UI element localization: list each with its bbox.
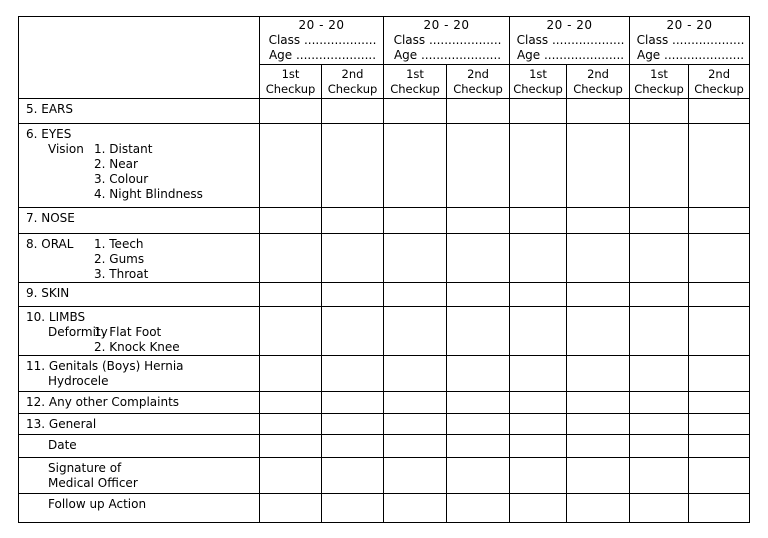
oral-item: 2. Gums: [94, 252, 145, 266]
row-label-general: 13. General: [19, 414, 260, 435]
entry-cell[interactable]: [567, 208, 630, 234]
oral-item: 1. Teech: [94, 237, 144, 251]
row-limbs: [19, 307, 750, 356]
age-field[interactable]: Age .....................: [268, 48, 377, 62]
entry-cell[interactable]: [510, 392, 567, 414]
checkup-2-header: 2nd Checkup: [322, 65, 384, 99]
entry-cell[interactable]: [510, 494, 567, 523]
entry-cell[interactable]: [689, 458, 750, 494]
entry-cell[interactable]: [510, 307, 567, 356]
row-label-signature: Signature of Medical Officer: [19, 458, 260, 494]
entry-cell[interactable]: [260, 283, 322, 307]
entry-cell[interactable]: [630, 99, 689, 124]
year-block-4: [630, 17, 750, 65]
entry-cell[interactable]: [689, 494, 750, 523]
entry-cell[interactable]: [322, 414, 384, 435]
entry-cell[interactable]: [689, 435, 750, 458]
checkup-1-header: 1st Checkup: [384, 65, 447, 99]
entry-cell[interactable]: [260, 99, 322, 124]
entry-cell[interactable]: [510, 99, 567, 124]
entry-cell[interactable]: [447, 99, 510, 124]
entry-cell[interactable]: [384, 208, 447, 234]
entry-cell[interactable]: [260, 208, 322, 234]
class-field[interactable]: Class ...................: [393, 33, 502, 47]
entry-cell[interactable]: [567, 356, 630, 392]
row-date: [19, 435, 750, 458]
row-label-followup: Follow up Action: [19, 494, 260, 523]
row-oral: [19, 234, 750, 283]
entry-cell[interactable]: [447, 234, 510, 283]
entry-cell[interactable]: [630, 414, 689, 435]
year-block-3: [510, 17, 630, 65]
entry-cell[interactable]: [384, 356, 447, 392]
entry-cell[interactable]: [322, 494, 384, 523]
entry-cell[interactable]: [322, 208, 384, 234]
entry-cell[interactable]: [689, 392, 750, 414]
entry-cell[interactable]: [689, 99, 750, 124]
row-general: [19, 414, 750, 435]
entry-cell[interactable]: [447, 307, 510, 356]
class-field[interactable]: Class ...................: [268, 33, 377, 47]
entry-cell[interactable]: [630, 307, 689, 356]
checkup-2-header: 2nd Checkup: [447, 65, 510, 99]
checkup-2-header: 2nd Checkup: [689, 65, 750, 99]
entry-cell[interactable]: [447, 458, 510, 494]
entry-cell[interactable]: [630, 208, 689, 234]
year-block-1: [260, 17, 384, 65]
entry-cell[interactable]: [447, 392, 510, 414]
entry-cell[interactable]: [322, 234, 384, 283]
row-complaints: [19, 392, 750, 414]
row-label-genitals: 11. Genitals (Boys) Hernia Hydrocele: [19, 356, 260, 392]
limbs-item: 2. Knock Knee: [94, 340, 180, 354]
entry-cell[interactable]: [510, 458, 567, 494]
year-label: 20 - 20: [423, 18, 470, 32]
entry-cell[interactable]: [447, 208, 510, 234]
entry-cell[interactable]: [447, 356, 510, 392]
eyes-item: 1. Distant: [94, 142, 153, 156]
entry-cell[interactable]: [322, 99, 384, 124]
entry-cell[interactable]: [689, 356, 750, 392]
entry-cell[interactable]: [510, 208, 567, 234]
entry-cell[interactable]: [630, 435, 689, 458]
entry-cell[interactable]: [322, 283, 384, 307]
entry-cell[interactable]: [260, 234, 322, 283]
entry-cell[interactable]: [510, 124, 567, 208]
entry-cell[interactable]: [384, 435, 447, 458]
entry-cell[interactable]: [447, 124, 510, 208]
entry-cell[interactable]: [260, 124, 322, 208]
checkup-1-header: 1st Checkup: [260, 65, 322, 99]
entry-cell[interactable]: [689, 414, 750, 435]
entry-cell[interactable]: [322, 124, 384, 208]
row-eyes: [19, 124, 750, 208]
entry-cell[interactable]: [384, 283, 447, 307]
entry-cell[interactable]: [384, 392, 447, 414]
entry-cell[interactable]: [322, 307, 384, 356]
eyes-item: 4. Night Blindness: [94, 187, 203, 201]
row-followup: [19, 494, 750, 523]
entry-cell[interactable]: [630, 458, 689, 494]
entry-cell[interactable]: [447, 494, 510, 523]
row-label-skin: 9. SKIN: [19, 283, 260, 307]
entry-cell[interactable]: [689, 208, 750, 234]
entry-cell[interactable]: [384, 307, 447, 356]
row-skin: [19, 283, 750, 307]
row-label-oral: 8. ORAL 1. Teech 2. Gums 3. Throat: [19, 234, 260, 283]
limbs-item: 1. Flat Foot: [94, 325, 162, 339]
year-label: 20 - 20: [666, 18, 713, 32]
entry-cell[interactable]: [322, 392, 384, 414]
vision-label: Vision: [48, 142, 84, 156]
entry-cell[interactable]: [447, 435, 510, 458]
entry-cell[interactable]: [689, 234, 750, 283]
year-block-2: [384, 17, 510, 65]
entry-cell[interactable]: [510, 283, 567, 307]
entry-cell[interactable]: [630, 283, 689, 307]
entry-cell[interactable]: [322, 435, 384, 458]
checkup-1-header: 1st Checkup: [630, 65, 689, 99]
entry-cell[interactable]: [260, 494, 322, 523]
entry-cell[interactable]: [322, 356, 384, 392]
row-label-date: Date: [19, 435, 260, 458]
entry-cell[interactable]: [689, 124, 750, 208]
row-genitals: [19, 356, 750, 392]
checkup-1-header: 1st Checkup: [510, 65, 567, 99]
entry-cell[interactable]: [322, 458, 384, 494]
entry-cell[interactable]: [260, 307, 322, 356]
entry-cell[interactable]: [630, 356, 689, 392]
entry-cell[interactable]: [447, 283, 510, 307]
entry-cell[interactable]: [260, 435, 322, 458]
row-label-eyes: 6. EYES Vision 1. Distant 2. Near 3. Colour 4. Night Blindness: [19, 124, 260, 208]
oral-item: 3. Throat: [94, 267, 149, 281]
entry-cell[interactable]: [510, 435, 567, 458]
row-signature: [19, 458, 750, 494]
deformity-label: Deformity: [48, 325, 108, 339]
row-label-limbs: 10. LIMBS Deformity 1. Flat Foot 2. Knock Knee: [19, 307, 260, 356]
age-field[interactable]: Age .....................: [393, 48, 502, 62]
entry-cell[interactable]: [260, 458, 322, 494]
eyes-item: 2. Near: [94, 157, 138, 171]
entry-cell[interactable]: [567, 435, 630, 458]
entry-cell[interactable]: [567, 494, 630, 523]
entry-cell[interactable]: [260, 356, 322, 392]
checkup-2-header: 2nd Checkup: [567, 65, 630, 99]
header-corner-cell: [19, 17, 260, 99]
entry-cell[interactable]: [567, 392, 630, 414]
row-label-complaints: 12. Any other Complaints: [19, 392, 260, 414]
health-checkup-form: [18, 16, 750, 523]
entry-cell[interactable]: [567, 414, 630, 435]
entry-cell[interactable]: [384, 494, 447, 523]
eyes-item: 3. Colour: [94, 172, 149, 186]
entry-cell[interactable]: [567, 124, 630, 208]
year-header-row: [19, 17, 750, 65]
entry-cell[interactable]: [630, 494, 689, 523]
entry-cell[interactable]: [567, 458, 630, 494]
class-field[interactable]: Class ...................: [636, 33, 745, 47]
row-label-ears: 5. EARS: [19, 99, 260, 124]
row-ears: [19, 99, 750, 124]
age-field[interactable]: Age .....................: [516, 48, 625, 62]
entry-cell[interactable]: [260, 392, 322, 414]
age-field[interactable]: Age .....................: [636, 48, 745, 62]
row-nose: [19, 208, 750, 234]
entry-cell[interactable]: [567, 234, 630, 283]
entry-cell[interactable]: [567, 99, 630, 124]
entry-cell[interactable]: [447, 414, 510, 435]
class-field[interactable]: Class ...................: [516, 33, 625, 47]
entry-cell[interactable]: [510, 414, 567, 435]
entry-cell[interactable]: [384, 99, 447, 124]
entry-cell[interactable]: [567, 283, 630, 307]
year-label: 20 - 20: [546, 18, 593, 32]
entry-cell[interactable]: [510, 234, 567, 283]
row-label-nose: 7. NOSE: [19, 208, 260, 234]
entry-cell[interactable]: [384, 458, 447, 494]
entry-cell[interactable]: [630, 234, 689, 283]
entry-cell[interactable]: [630, 392, 689, 414]
entry-cell[interactable]: [260, 414, 322, 435]
entry-cell[interactable]: [567, 307, 630, 356]
entry-cell[interactable]: [384, 414, 447, 435]
entry-cell[interactable]: [384, 124, 447, 208]
entry-cell[interactable]: [689, 283, 750, 307]
entry-cell[interactable]: [510, 356, 567, 392]
entry-cell[interactable]: [630, 124, 689, 208]
entry-cell[interactable]: [689, 307, 750, 356]
year-label: 20 - 20: [298, 18, 345, 32]
entry-cell[interactable]: [384, 234, 447, 283]
